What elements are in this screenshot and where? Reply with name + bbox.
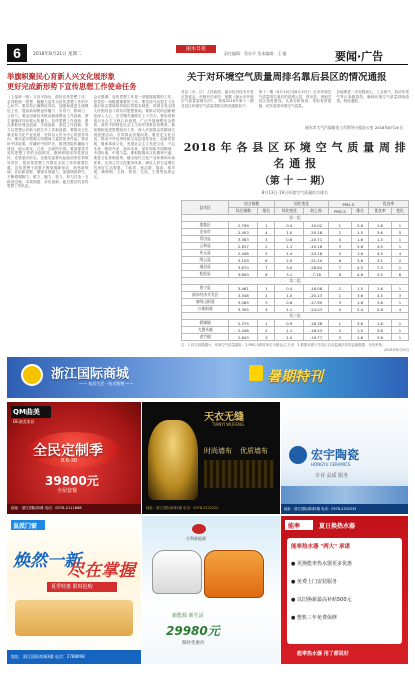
table-cell: 2.4 bbox=[352, 306, 369, 313]
table-cell: 4 bbox=[391, 250, 408, 257]
table-cell: 6 bbox=[258, 257, 275, 264]
table-header: 排名 bbox=[258, 208, 275, 215]
table-header: 优良率 bbox=[368, 201, 408, 208]
table-cell: 4.6 bbox=[352, 271, 369, 278]
mall-logo-icon bbox=[21, 364, 43, 386]
table-cell: 3.0 bbox=[275, 264, 304, 271]
mall-banner-ad[interactable] bbox=[7, 357, 408, 398]
headline-line-1: 举旗帜聚民心育新人兴文化展形象 bbox=[7, 72, 115, 81]
table-cell: -20.18 bbox=[304, 229, 328, 236]
table-cell: 丽水经济开发区 bbox=[182, 292, 229, 299]
table-cell: 4 bbox=[391, 306, 408, 313]
table-cell: 4.5 bbox=[368, 250, 391, 257]
intro-column-1: 各县（市、区）人民政府、丽水经济技术开发区管委会，市级有关单位：根据《丽水市环境空气质量管理办法》，现将2018年第十一期各县区环境空气质量周排名情况通报如下。 bbox=[181, 90, 254, 109]
table-cell: 缙云县 bbox=[182, 257, 229, 264]
heater-item: ● 以旧换新最高补贴500元 bbox=[291, 597, 352, 603]
table-header: 排名 bbox=[352, 208, 369, 215]
table-row bbox=[182, 299, 409, 306]
table-note-date: 2018年8月20日 bbox=[383, 348, 409, 352]
table-cell: 4.5 bbox=[368, 243, 391, 250]
left-article bbox=[7, 72, 175, 352]
hongyu-tagline: 专业 品质 服务 bbox=[315, 473, 349, 479]
table-cell: 1 bbox=[391, 334, 408, 341]
table-group-label: 第二组 bbox=[182, 278, 409, 285]
table-cell: 2.6 bbox=[368, 306, 391, 313]
table-cell: 1 bbox=[391, 285, 408, 292]
table-cell: 3.670 bbox=[229, 264, 258, 271]
table-cell: 4 bbox=[328, 306, 351, 313]
table-cell: 老竹镇 bbox=[182, 334, 229, 341]
table-cell: 2.375 bbox=[229, 320, 258, 327]
tianyi-brand-en: TIANYI WUFENG bbox=[212, 422, 245, 427]
table-cell: -19.77 bbox=[304, 334, 328, 341]
hongyu-brand: 宏宇陶瓷 bbox=[311, 448, 360, 462]
table-cell: 1.5 bbox=[352, 229, 369, 236]
car-price: 29980元 bbox=[166, 624, 220, 638]
heater-brand: 能率 bbox=[288, 523, 301, 530]
qm-price: 39800元 bbox=[45, 474, 99, 488]
table-cell: 1.5 bbox=[352, 285, 369, 292]
product-image bbox=[15, 600, 133, 636]
table-cell: 2.643 bbox=[229, 334, 258, 341]
table-row bbox=[182, 257, 409, 264]
hongyu-logo-icon bbox=[289, 446, 307, 464]
table-header: 综合指数 bbox=[229, 208, 258, 215]
table-cell: -24.03 bbox=[304, 306, 328, 313]
table-cell: 2 bbox=[258, 292, 275, 299]
table-row bbox=[182, 222, 409, 229]
table-note: 注：1.综合指数越小，环境空气质量越好；2.PM2.5浓度单位为微克/立方米；3.数据来源于各县区自动监测站实时监测数据，未经审核。 bbox=[181, 343, 386, 347]
table-cell: 3.600 bbox=[229, 271, 258, 278]
car-brand: 吉利新能源 bbox=[186, 536, 206, 541]
table-cell: 3.305 bbox=[229, 306, 258, 313]
kitchen-campaign-1: 焕然一新 bbox=[13, 551, 81, 571]
table-cell: 3.6 bbox=[352, 292, 369, 299]
table-cell: 大港头镇 bbox=[182, 327, 229, 334]
table-cell: 3.383 bbox=[229, 236, 258, 243]
table-cell: 1 bbox=[258, 222, 275, 229]
table-cell: 1.6 bbox=[352, 236, 369, 243]
skyline-image bbox=[281, 486, 408, 504]
table-group-row bbox=[182, 278, 409, 285]
table-cell: 1.4 bbox=[275, 250, 304, 257]
table-cell: 1 bbox=[391, 243, 408, 250]
table-header: 同比变化 bbox=[275, 208, 304, 215]
table-cell: 1 bbox=[391, 327, 408, 334]
table-cell: 5 bbox=[391, 229, 408, 236]
table-header: 变化 bbox=[391, 208, 408, 215]
table-cell: 1.6 bbox=[352, 299, 369, 306]
date-line: 2018年8月21日 星期二 bbox=[33, 52, 82, 57]
table-cell: 3.348 bbox=[229, 292, 258, 299]
table-cell: 1.6 bbox=[352, 250, 369, 257]
page-number: 6 bbox=[7, 44, 27, 62]
table-cell: 2.637 bbox=[229, 243, 258, 250]
table-cell: 3 bbox=[391, 292, 408, 299]
table-row bbox=[182, 285, 409, 292]
car-tagline: 新能源 新生活 bbox=[172, 613, 204, 619]
table-group-row bbox=[182, 215, 409, 222]
table-header: 综合指数 bbox=[229, 201, 275, 208]
table-cell: -21.20 bbox=[304, 257, 328, 264]
car-brand-logo-icon bbox=[192, 524, 206, 534]
heater-item: ● 免费上门安装服务 bbox=[291, 579, 337, 585]
windows-doors-ad[interactable] bbox=[7, 516, 141, 664]
table-cell: 4 bbox=[258, 306, 275, 313]
table-cell: 0.6 bbox=[275, 299, 304, 306]
qm-brand: QM曲美 bbox=[13, 408, 40, 416]
wallpaper-pattern-image bbox=[204, 460, 274, 488]
table-row bbox=[182, 243, 409, 250]
table-body bbox=[182, 215, 409, 341]
banner-title: 浙江国际商城 bbox=[51, 367, 130, 382]
table-cell: 1.6 bbox=[352, 334, 369, 341]
table-cell: 1.1 bbox=[275, 306, 304, 313]
table-cell: 遂昌县 bbox=[182, 264, 229, 271]
report-signature: 丽水市大气污染防治工作领导小组办公室 2018年8月20日 bbox=[305, 125, 403, 130]
table-cell: -20.71 bbox=[304, 236, 328, 243]
table-cell: 5 bbox=[328, 250, 351, 257]
table-cell: 1.0 bbox=[275, 334, 304, 341]
table-row bbox=[182, 327, 409, 334]
table-cell: 2 bbox=[328, 285, 351, 292]
orange-car-image bbox=[204, 550, 264, 598]
table-cell: 3 bbox=[328, 334, 351, 341]
table-cell: 3.6 bbox=[368, 299, 391, 306]
table-row bbox=[182, 264, 409, 271]
table-cell: 2.0 bbox=[275, 257, 304, 264]
headline-line-2: 更好完成新形势下宣传思想工作使命任务 bbox=[7, 82, 137, 91]
table-cell: 5 bbox=[258, 250, 275, 257]
table-cell: 1 bbox=[391, 222, 408, 229]
table-cell: 1.6 bbox=[368, 320, 391, 327]
table-cell: 3.6 bbox=[368, 229, 391, 236]
table-header-row bbox=[182, 201, 409, 208]
table-cell: 2.799 bbox=[229, 222, 258, 229]
kitchen-campaign-2: 尽在掌握 bbox=[67, 561, 135, 581]
table-cell: -17.90 bbox=[304, 299, 328, 306]
table-row bbox=[182, 306, 409, 313]
qm-campaign: 全民定制季 bbox=[33, 443, 103, 459]
table-cell: 3.5 bbox=[368, 271, 391, 278]
table-cell: 1 bbox=[391, 320, 408, 327]
table-cell: 8 bbox=[328, 271, 351, 278]
electric-car-ad[interactable] bbox=[142, 516, 280, 664]
table-header: 县市区 bbox=[182, 201, 229, 215]
table-header: PM2.5 bbox=[328, 201, 368, 208]
table-cell: 2.446 bbox=[229, 327, 258, 334]
article-title: 关于对环境空气质量周排名靠后县区的情况通报 bbox=[187, 72, 387, 83]
table-title: 2018 年 各 县 区 环 境 空 气 质 量 周 排 名 通 报 bbox=[183, 141, 407, 170]
table-cell: 莲都区 bbox=[182, 222, 229, 229]
table-cell: 1.5 bbox=[368, 236, 391, 243]
table-cell: 1.6 bbox=[368, 285, 391, 292]
table-cell: 1.1 bbox=[275, 327, 304, 334]
qm-brand-sub: DE曲美家居 bbox=[13, 419, 35, 424]
heater-item: ● 整机三年免费保修 bbox=[291, 615, 337, 621]
table-cell: 南明山街道 bbox=[182, 299, 229, 306]
table-issue: （第 十 一 期） bbox=[259, 176, 331, 187]
table-cell: 7 bbox=[258, 264, 275, 271]
table-cell: 3.109 bbox=[229, 257, 258, 264]
table-cell: 7.3 bbox=[368, 264, 391, 271]
hongyu-brand-en: HONGYU CERAMICS bbox=[311, 462, 351, 467]
table-cell: 龙泉市 bbox=[182, 229, 229, 236]
heater-campaign: 夏日换热水器 bbox=[319, 523, 356, 530]
heater-item-title: 能率热水器 "两大" 承诺 bbox=[291, 544, 351, 550]
qm-address: 地址：浙江国际商城 电话：0578-2111888 bbox=[11, 506, 82, 510]
banner-promo: 暑期特刊 bbox=[267, 369, 323, 385]
table-cell: 1 bbox=[391, 299, 408, 306]
table-cell: 1 bbox=[328, 222, 351, 229]
left-article-body bbox=[7, 95, 175, 350]
table-cell: 6 bbox=[328, 257, 351, 264]
promo-star-icon bbox=[249, 365, 263, 381]
tianyi-wallcovering-ad[interactable] bbox=[142, 402, 280, 514]
table-cell: 3 bbox=[328, 243, 351, 250]
table-cell: 3.1 bbox=[275, 271, 304, 278]
table-cell: 3.6 bbox=[352, 222, 369, 229]
article-intro bbox=[181, 90, 409, 124]
masthead-logo: 丽水日报 bbox=[176, 45, 216, 53]
editor-line: 责任编辑：蔡东平 美术编辑：王 婕 bbox=[224, 51, 287, 56]
qm-furniture-ad[interactable] bbox=[7, 402, 141, 514]
model-figure-image bbox=[148, 420, 198, 500]
table-row bbox=[182, 250, 409, 257]
body-column-1: （上接第一版）习近平指出，做好宣传思想工作，必须把统一思想、凝聚力量作为宣传思想工作的中心环节。要坚持正确舆论导向，加强和改进主流舆论工作，提高新闻舆论传播力、引导力、影响力、公信力。要运用新技术推动新闻舆论工作创新，使主流媒体具有强大传播力。宣传思想工作创新，重点要抓好理念创新、手段创新、基层工作创新，努力以思想认识新飞跃打开工作新局面。要推动文化事业和文化产业发展，坚持以人民为中心的创作导向，推出更多增强人民精神力量的优秀作品。要讲好中国故事，传播好中国声音，推进国际传播能力建设，展示真实、立体、全面的中国。要加强党对宣传思想工作的全面领导，旗帜鲜明坚持党管宣传、党管意识形态。各级党委要负起政治责任和领导责任，把宣传思想工作摆在全局工作的重要位置。宣传思想干部要不断掌握新知识、熟悉新领域、开拓新视野，增强本领能力，加强调查研究，不断增强脚力、眼力、脑力、笔力，努力打造一支政治过硬、本领高强、求实创新、能打胜仗的宣传思想工作队伍。 bbox=[7, 95, 89, 189]
table-cell: 1 bbox=[391, 264, 408, 271]
table-cell: 3.6 bbox=[352, 257, 369, 264]
table-cell: 8 bbox=[391, 271, 408, 278]
table-cell: 松阳县 bbox=[182, 271, 229, 278]
table-cell: 4.5 bbox=[352, 264, 369, 271]
intro-column-2: 第十一期（8月13日至8月19日）全市环境空气质量排名靠后的是缙云县、青田县，请相关县区高度重视，认真分析原因，采取有效措施，切实改善环境空气质量。 bbox=[258, 90, 332, 109]
right-article bbox=[181, 72, 409, 352]
table-cell: 3.461 bbox=[229, 285, 258, 292]
tianyi-slogan-2: 优质墙布 bbox=[240, 447, 268, 455]
table-header: 优良率 bbox=[368, 208, 391, 215]
table-cell: 3.6 bbox=[352, 243, 369, 250]
header-rule bbox=[7, 64, 408, 65]
table-cell: 1.1 bbox=[275, 243, 304, 250]
heater-card bbox=[287, 538, 402, 644]
water-heater-ad[interactable] bbox=[281, 516, 408, 664]
table-cell: 3.065 bbox=[229, 299, 258, 306]
table-cell: 1 bbox=[258, 320, 275, 327]
table-cell: 3 bbox=[258, 236, 275, 243]
table-cell: 3.6 bbox=[368, 327, 391, 334]
table-cell: 1.0 bbox=[275, 229, 304, 236]
table-cell: -20.13 bbox=[304, 292, 328, 299]
table-group-label: 第三组 bbox=[182, 313, 409, 320]
table-cell: 7 bbox=[328, 264, 351, 271]
kitchen-footer: 地址：浙江国际商城3楼 电话：2788098 bbox=[11, 654, 85, 659]
table-cell: 2 bbox=[328, 327, 351, 334]
table-row bbox=[182, 292, 409, 299]
table-row bbox=[182, 320, 409, 327]
kitchen-brand: 皇派门窗 bbox=[13, 523, 38, 530]
tianyi-footer: 地址：浙江国际商城1楼 电话：0578-2222222 bbox=[146, 506, 219, 510]
table-cell: 1.5 bbox=[352, 327, 369, 334]
heater-item: ● 更换能率热水器更多优惠 bbox=[291, 561, 352, 567]
table-row bbox=[182, 271, 409, 278]
table-cell: 景宁县 bbox=[182, 285, 229, 292]
body-column-2: 会议强调，宣传思想工作是一项极端重要的工作，是党的一项极端重要的工作。要坚持马克思主义在意识形态领域指导地位的根本制度，巩固全党全国人民团结奋斗的共同思想基础。要推动党的创新理论深入人心，在学懂弄通做实上下功夫。要培育和践行社会主义核心价值观，广泛开展理想信念教育，深化中国特色社会主义和中国梦宣传教育。要加强和改进思想政治工作，深入开展群众性精神文明创建活动，引导群众崇德向善。要坚定文化自信，推动中华优秀传统文化创造性转化、创新性发展，继承革命文化，发展社会主义先进文化，不忘本来、吸收外来、面向未来，更好构筑中国精神、中国价值、中国力量。要积极推动文化繁荣兴盛，推进文化体制改革，健全现代文化产业体系和市场体系，完善公共文化服务体系，满足人民日益增长的美好生活需要。丁薛祥、杨洁篪、陈希、郭声琨、黄坤明、王晨、蔡奇、尤权、王勇等出席会议。 bbox=[93, 95, 175, 179]
banner-slogan: —— 家居生活一站式购物 —— bbox=[79, 381, 134, 386]
table-cell: -18.08 bbox=[304, 285, 328, 292]
table-cell: 2.446 bbox=[229, 250, 258, 257]
table-group-row bbox=[182, 313, 409, 320]
table-cell: 青田县 bbox=[182, 236, 229, 243]
table-cell: 1 bbox=[391, 236, 408, 243]
table-header: 同比变化 bbox=[275, 201, 328, 208]
page-header bbox=[0, 0, 415, 66]
table-cell: 2 bbox=[391, 257, 408, 264]
table-cell: 3 bbox=[258, 334, 275, 341]
table-row bbox=[182, 229, 409, 236]
table-cell: 0.9 bbox=[275, 320, 304, 327]
table-group-label: 第一组 bbox=[182, 215, 409, 222]
hongyu-footer: 地址：浙江国际商城2楼 电话：0578-2333333 bbox=[284, 507, 357, 511]
table-cell: 万象街道 bbox=[182, 306, 229, 313]
table-cell: 2 bbox=[258, 243, 275, 250]
table-cell: 2 bbox=[258, 327, 275, 334]
table-cell: -10.18 bbox=[304, 243, 328, 250]
kitchen-sub: 夏季特惠 限时抢购 bbox=[51, 584, 93, 590]
heater-footer: 能率热水器 用了都说好 bbox=[297, 651, 349, 657]
table-cell: 碧湖镇 bbox=[182, 320, 229, 327]
table-cell: 4.5 bbox=[368, 292, 391, 299]
section-title: 要闻·广告 bbox=[335, 50, 384, 63]
table-cell: 2 bbox=[328, 229, 351, 236]
table-cell: 0.6 bbox=[275, 236, 304, 243]
table-cell: 庆元县 bbox=[182, 250, 229, 257]
air-quality-table bbox=[181, 200, 409, 341]
table-cell: -26.84 bbox=[304, 264, 328, 271]
table-cell: 1.6 bbox=[368, 222, 391, 229]
table-cell: 8 bbox=[258, 271, 275, 278]
table-cell: 3.6 bbox=[352, 320, 369, 327]
table-cell: -7.18 bbox=[304, 271, 328, 278]
qm-price-note: 全屋套餐 bbox=[57, 488, 78, 494]
table-cell: 0.4 bbox=[275, 285, 304, 292]
table-cell: 1 bbox=[328, 292, 351, 299]
table-cell: 云和县 bbox=[182, 243, 229, 250]
table-row bbox=[182, 334, 409, 341]
table-cell: -10.02 bbox=[304, 222, 328, 229]
table-cell: 4 bbox=[328, 236, 351, 243]
table-cell: 3.6 bbox=[368, 334, 391, 341]
table-header: 较上周 bbox=[304, 208, 328, 215]
table-cell: 1 bbox=[258, 285, 275, 292]
table-cell: 0.4 bbox=[275, 222, 304, 229]
table-cell: 2.403 bbox=[229, 229, 258, 236]
table-cell: -20.18 bbox=[304, 250, 328, 257]
white-car-image bbox=[152, 550, 202, 594]
hongyu-ceramics-ad[interactable] bbox=[281, 402, 408, 514]
table-cell: 1 bbox=[328, 320, 351, 327]
table-cell: -18.53 bbox=[304, 327, 328, 334]
table-cell: 3.1 bbox=[368, 257, 391, 264]
intro-column-3: 各地要进一步加强扬尘、工业废气、机动车尾气等污染源管控，确保环境空气质量持续改善。特此通报。 bbox=[336, 90, 409, 104]
car-price-note: 限时优惠价 bbox=[182, 641, 205, 646]
tianyi-slogan-1: 时尚墙布 bbox=[204, 447, 232, 455]
table-cell: 3 bbox=[258, 299, 275, 306]
table-cell: 1.0 bbox=[275, 292, 304, 299]
table-row bbox=[182, 236, 409, 243]
table-header: PM2.5 bbox=[328, 208, 351, 215]
tianyi-brand: 天衣无缝 bbox=[204, 412, 244, 423]
table-subtitle: 8月13日-19日环境空气质量综合排名 bbox=[261, 190, 329, 195]
table-cell: 4 bbox=[258, 229, 275, 236]
qm-dates: 8.6-30 bbox=[61, 458, 78, 464]
table-cell: -18.38 bbox=[304, 320, 328, 327]
table-cell: 3 bbox=[328, 299, 351, 306]
